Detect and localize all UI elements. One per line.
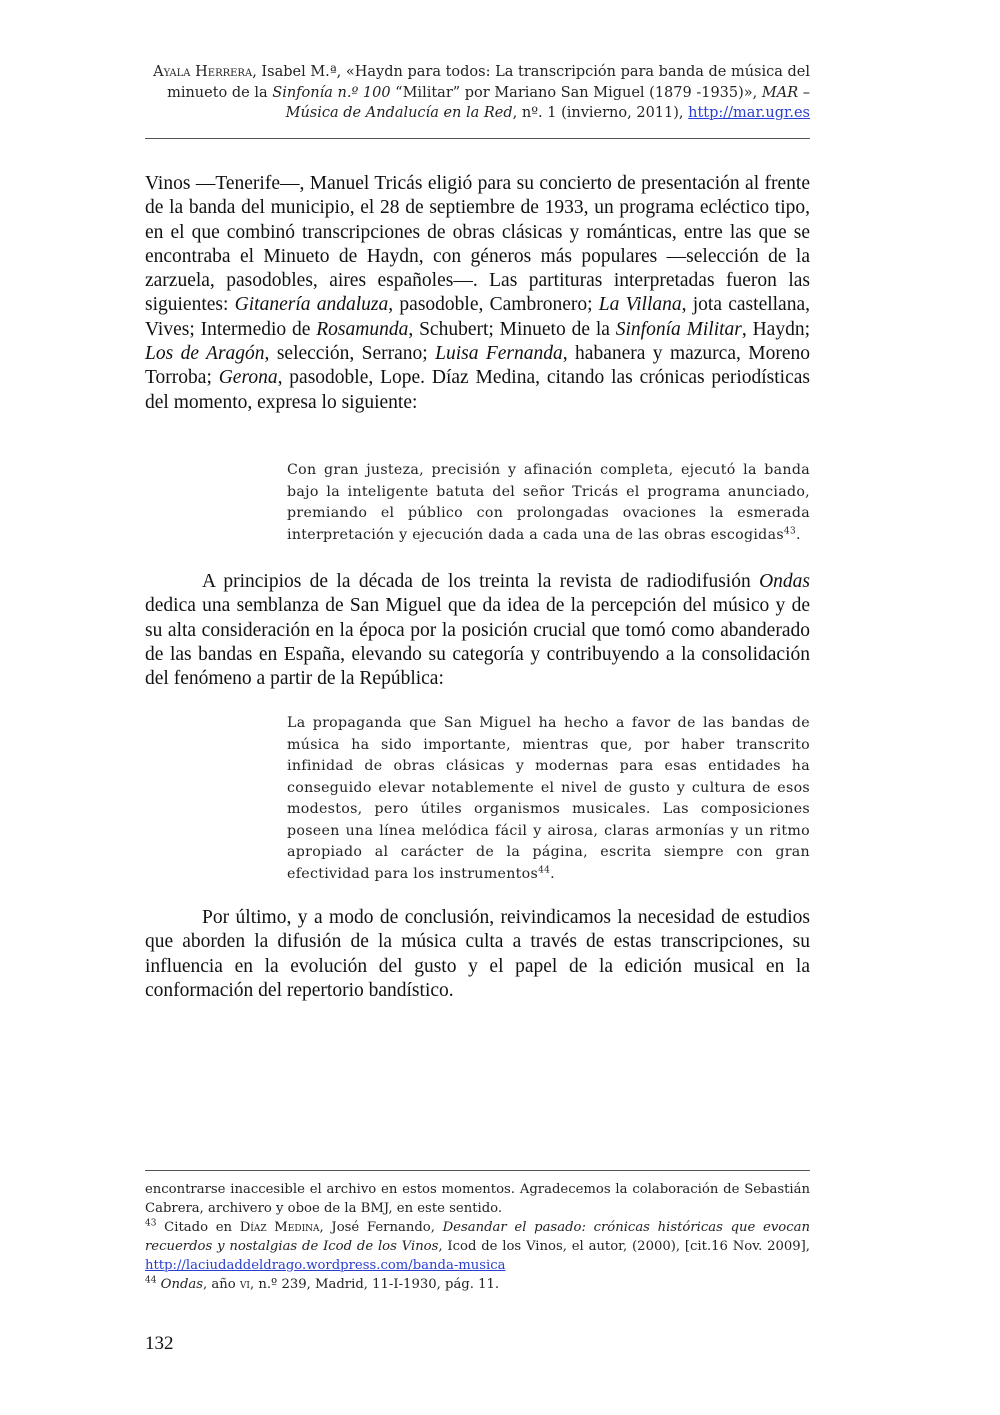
header-line1: , Isabel M.ª, «Haydn para todos: La transcripción para banda de música del bbox=[252, 64, 810, 80]
para1-text: , Haydn; bbox=[741, 318, 811, 340]
para3-text: Por último, y a modo de conclusión, reivindicamos la necesidad de estudios que aborden la difusión de la música culta a través de estas transcripciones, su influencia en la evolución del gusto y el papel de la edición musical en la conformación del repertorio bandístico. bbox=[145, 907, 810, 1001]
page-number: 132 bbox=[145, 1333, 174, 1354]
footnote-43 bbox=[145, 1218, 810, 1275]
header-issue: , nº. 1 (invierno, 2011), bbox=[512, 105, 689, 121]
work-title: La Villana bbox=[598, 294, 682, 316]
para1-text: , habanera y mazurca, Moreno Torroba; bbox=[145, 343, 810, 389]
work-title: Luisa Fernanda bbox=[435, 343, 563, 365]
footnote-rule bbox=[145, 1170, 810, 1171]
footnote-43-number: 43 bbox=[145, 1218, 157, 1229]
header-journal: MAR – Música de Andalucía en la Red bbox=[285, 84, 810, 121]
footnote-book-title: Desandar el pasado: crónicas históricas que evocan recuerdos y nostalgias de Icod de los Vinos bbox=[145, 1220, 810, 1254]
para1-text: , pasodoble, Lope. Díaz Medina, citando las crónicas periodísticas del momento, expresa lo siguiente: bbox=[145, 367, 810, 413]
footnote-author: Díaz Medina bbox=[239, 1220, 320, 1235]
paragraph-3 bbox=[145, 906, 810, 1003]
para1-text: , selección, Serrano; bbox=[264, 343, 436, 365]
para2-text: dedica una semblanza de San Miguel que da idea de la percepción del músico y de su alta consideración en la época por la posición crucial que tomó como abanderado de las bandas en España, elevando su categoría y contribuyendo a la consolidación del fenómeno a partir de la República: bbox=[145, 595, 810, 690]
footnote-ref-43[interactable]: 43 bbox=[783, 525, 796, 536]
footnote-43-url-link[interactable]: http://laciudaddeldrago.wordpress.com/banda-musica bbox=[145, 1258, 506, 1273]
footnote-44-number: 44 bbox=[145, 1275, 157, 1286]
work-title: Rosamunda bbox=[316, 318, 409, 340]
quote2-text: La propaganda que San Miguel ha hecho a favor de las bandas de música ha sido importante, mientras que, por haber transcrito infinidad de obras clásicas y modernas para esas entidades ha conseguido elevar notablemente el nivel de gusto y cultura de esos modestos, pero útiles organismos musicales. Las composiciones poseen una línea melódica fácil y airosa, claras armonías y un ritmo apropiado al carácter de la página, escrita siempre con gran efectividad para los instrumentos bbox=[287, 715, 810, 882]
footnote-ref-44[interactable]: 44 bbox=[538, 864, 551, 875]
block-quote-2 bbox=[287, 713, 810, 885]
footnote-text: , Icod de los Vinos, el autor, (2000), [cit.16 Nov. 2009], bbox=[438, 1239, 811, 1254]
footnote-continuation: encontrarse inaccesible el archivo en estos momentos. Agradecemos la colaboración de Sebastián Cabrera, archivero y oboe de la BMJ, en este sentido. bbox=[145, 1182, 810, 1216]
paragraph-2 bbox=[145, 570, 810, 691]
header-line2-pre: minueto de la bbox=[167, 84, 273, 101]
header-rule bbox=[145, 138, 810, 139]
block-quote-1 bbox=[287, 460, 810, 546]
work-title: Sinfonía Militar bbox=[615, 318, 742, 340]
footnote-volume: vi bbox=[239, 1277, 250, 1292]
para1-text: , Schubert; Minueto de la bbox=[408, 318, 616, 340]
work-title: Los de Aragón bbox=[145, 343, 265, 365]
header-line2-post: “Militar” por Mariano San Miguel (1879 -1935)», bbox=[390, 84, 762, 101]
quote2-end: . bbox=[550, 865, 555, 882]
para1-text: Vinos —Tenerife—, Manuel Tricás eligió para su concierto de presentación al frente de la banda del municipio, el 28 de septiembre de 1933, un programa ecléctico tipo, en el que combinó transcripciones de obras clásicas y románticas, entre las que se encontraba el Minueto de Haydn, con géneros más populares —selección de la zarzuela, pasodobles, aires españoles—. Las partituras interpretadas fueron las siguientes: bbox=[145, 173, 810, 316]
header-symphony: Sinfonía n.º 100 bbox=[272, 84, 391, 101]
work-title: Gerona bbox=[218, 367, 278, 389]
header-author: Ayala Herrera bbox=[153, 64, 253, 80]
footnotes bbox=[145, 1180, 810, 1294]
footnote-text: , José Fernando, bbox=[319, 1220, 443, 1235]
quote1-text: Con gran justeza, precisión y afinación completa, ejecutó la banda bajo la inteligente batuta del señor Tricás el programa anunciado, premiando el público con prolongadas ovaciones la esmerada interpretación y ejecución dada a cada una de las obras escogidas bbox=[287, 462, 810, 543]
running-header bbox=[145, 62, 810, 124]
footnote-text: , n.º 239, Madrid, 11-I-1930, pág. 11. bbox=[249, 1277, 500, 1292]
para1-text: , jota castellana, Vives; Intermedio de bbox=[145, 294, 810, 340]
magazine-title: Ondas bbox=[759, 571, 810, 592]
work-title: Gitanería andaluza bbox=[234, 294, 389, 316]
footnote-text: Citado en bbox=[156, 1220, 240, 1235]
para2-text: A principios de la década de los treinta la revista de radiodifusión bbox=[202, 571, 760, 592]
quote1-end: . bbox=[795, 526, 801, 543]
paragraph-1 bbox=[145, 172, 810, 415]
header-url-link[interactable]: http://mar.ugr.es bbox=[688, 105, 810, 121]
footnote-text: , año bbox=[203, 1277, 240, 1292]
para1-text: , pasodoble, Cambronero; bbox=[388, 294, 599, 316]
footnote-44 bbox=[145, 1275, 810, 1294]
footnote-magazine-title: Ondas bbox=[160, 1277, 204, 1292]
